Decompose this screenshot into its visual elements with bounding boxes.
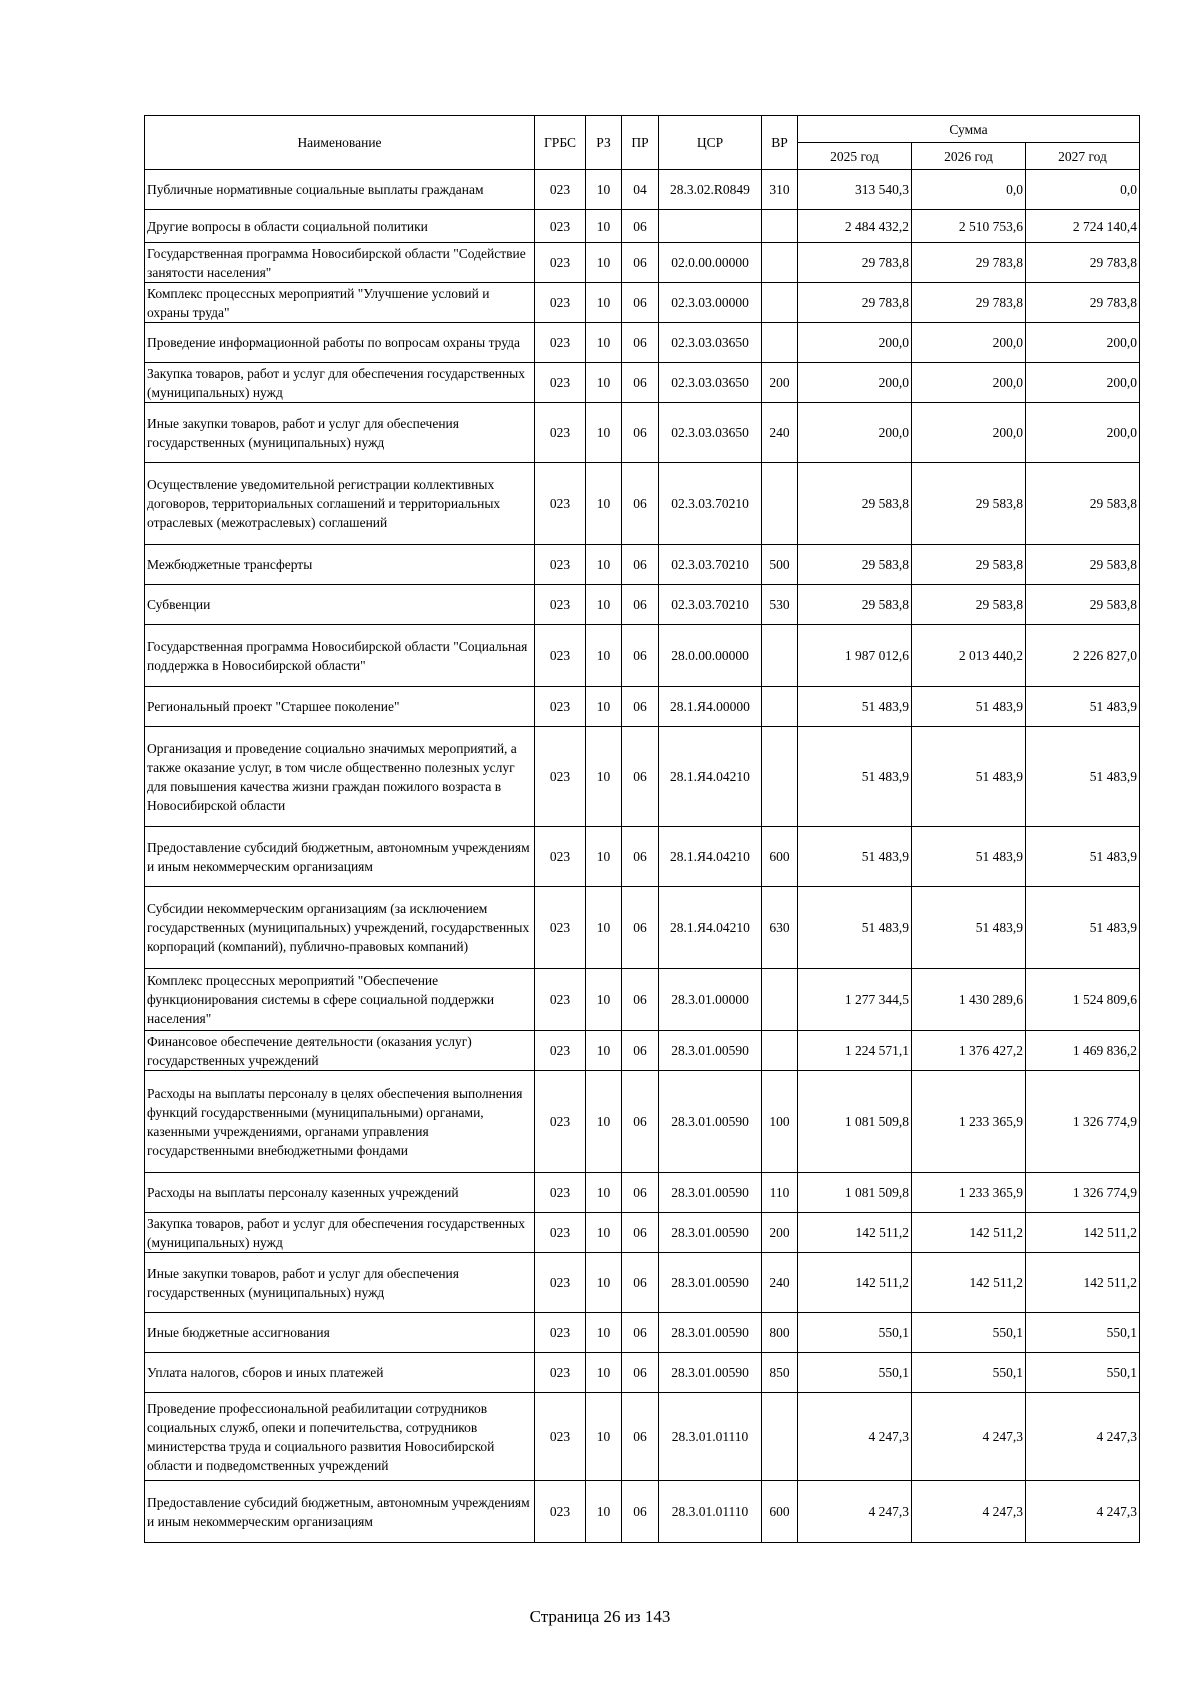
cell-rz: 10 (586, 210, 622, 243)
cell-grbs: 023 (535, 363, 586, 403)
cell-y2027: 29 783,8 (1026, 283, 1140, 323)
cell-y2027: 200,0 (1026, 403, 1140, 463)
cell-y2026: 1 430 289,6 (912, 969, 1026, 1031)
cell-csr: 02.3.03.03650 (659, 323, 762, 363)
cell-name: Проведение информационной работы по вопросам охраны труда (145, 323, 535, 363)
header-grbs: ГРБС (535, 116, 586, 170)
budget-table (144, 115, 1140, 1543)
cell-y2027: 51 483,9 (1026, 727, 1140, 827)
cell-y2027: 1 469 836,2 (1026, 1031, 1140, 1071)
cell-rz: 10 (586, 545, 622, 585)
cell-rz: 10 (586, 1393, 622, 1481)
cell-y2026: 51 483,9 (912, 887, 1026, 969)
cell-y2026: 200,0 (912, 363, 1026, 403)
cell-pr: 06 (622, 323, 659, 363)
table-row (145, 687, 1140, 727)
cell-y2027: 550,1 (1026, 1353, 1140, 1393)
cell-y2026: 51 483,9 (912, 687, 1026, 727)
cell-y2026: 29 583,8 (912, 545, 1026, 585)
cell-pr: 06 (622, 1393, 659, 1481)
cell-y2026: 142 511,2 (912, 1253, 1026, 1313)
cell-y2027: 51 483,9 (1026, 687, 1140, 727)
cell-grbs: 023 (535, 727, 586, 827)
cell-vr (762, 727, 798, 827)
cell-y2026: 550,1 (912, 1353, 1026, 1393)
cell-csr: 02.3.03.70210 (659, 545, 762, 585)
cell-grbs: 023 (535, 687, 586, 727)
cell-name: Расходы на выплаты персоналу в целях обеспечения выполнения функций государственными (муниципальными) органами, казенными учреждениями, органами управления государственными внебюджетными фондами (145, 1071, 535, 1173)
cell-csr: 28.1.Я4.00000 (659, 687, 762, 727)
cell-pr: 06 (622, 363, 659, 403)
header-rz: РЗ (586, 116, 622, 170)
cell-vr: 200 (762, 1213, 798, 1253)
cell-y2027: 550,1 (1026, 1313, 1140, 1353)
cell-csr: 28.3.01.00590 (659, 1173, 762, 1213)
cell-y2027: 4 247,3 (1026, 1393, 1140, 1481)
cell-grbs: 023 (535, 283, 586, 323)
cell-grbs: 023 (535, 323, 586, 363)
cell-name: Финансовое обеспечение деятельности (оказания услуг) государственных учреждений (145, 1031, 535, 1071)
cell-y2025: 4 247,3 (798, 1481, 912, 1543)
cell-y2026: 29 783,8 (912, 283, 1026, 323)
cell-rz: 10 (586, 969, 622, 1031)
table-header (145, 116, 1140, 170)
table-row (145, 1481, 1140, 1543)
cell-vr: 200 (762, 363, 798, 403)
cell-csr: 28.3.01.00590 (659, 1071, 762, 1173)
table-row (145, 1353, 1140, 1393)
cell-grbs: 023 (535, 170, 586, 210)
cell-y2026: 0,0 (912, 170, 1026, 210)
cell-rz: 10 (586, 1353, 622, 1393)
cell-csr: 28.3.01.00590 (659, 1353, 762, 1393)
cell-vr (762, 463, 798, 545)
table-body (145, 170, 1140, 1543)
cell-name: Иные закупки товаров, работ и услуг для обеспечения государственных (муниципальных) нужд (145, 1253, 535, 1313)
cell-grbs: 023 (535, 1393, 586, 1481)
table-row (145, 727, 1140, 827)
cell-y2027: 29 583,8 (1026, 585, 1140, 625)
cell-rz: 10 (586, 687, 622, 727)
table-row (145, 887, 1140, 969)
cell-rz: 10 (586, 727, 622, 827)
cell-pr: 06 (622, 887, 659, 969)
cell-y2025: 29 583,8 (798, 545, 912, 585)
cell-grbs: 023 (535, 1173, 586, 1213)
table-row (145, 170, 1140, 210)
cell-y2027: 1 524 809,6 (1026, 969, 1140, 1031)
cell-name: Комплекс процессных мероприятий "Обеспечение функционирования системы в сфере социальной поддержки населения" (145, 969, 535, 1031)
cell-grbs: 023 (535, 1071, 586, 1173)
cell-name: Закупка товаров, работ и услуг для обеспечения государственных (муниципальных) нужд (145, 363, 535, 403)
cell-name: Иные закупки товаров, работ и услуг для обеспечения государственных (муниципальных) нужд (145, 403, 535, 463)
cell-grbs: 023 (535, 1253, 586, 1313)
cell-vr (762, 210, 798, 243)
cell-pr: 06 (622, 1481, 659, 1543)
table-row (145, 827, 1140, 887)
cell-rz: 10 (586, 625, 622, 687)
cell-rz: 10 (586, 887, 622, 969)
cell-y2026: 4 247,3 (912, 1393, 1026, 1481)
cell-pr: 06 (622, 403, 659, 463)
cell-vr: 500 (762, 545, 798, 585)
cell-name: Государственная программа Новосибирской области "Содействие занятости населения" (145, 243, 535, 283)
cell-y2025: 51 483,9 (798, 827, 912, 887)
cell-vr: 100 (762, 1071, 798, 1173)
cell-csr (659, 210, 762, 243)
cell-pr: 06 (622, 1313, 659, 1353)
cell-grbs: 023 (535, 1481, 586, 1543)
table-row (145, 403, 1140, 463)
cell-name: Государственная программа Новосибирской области "Социальная поддержка в Новосибирской области" (145, 625, 535, 687)
table-row (145, 969, 1140, 1031)
header-name: Наименование (145, 116, 535, 170)
cell-y2026: 29 583,8 (912, 463, 1026, 545)
cell-y2027: 142 511,2 (1026, 1253, 1140, 1313)
cell-y2025: 51 483,9 (798, 727, 912, 827)
cell-y2025: 142 511,2 (798, 1213, 912, 1253)
cell-name: Проведение профессиональной реабилитации сотрудников социальных служб, опеки и попечительства, сотрудников министерства труда и социального развития Новосибирской области и подведомственных учреждений (145, 1393, 535, 1481)
cell-y2025: 29 783,8 (798, 283, 912, 323)
cell-grbs: 023 (535, 887, 586, 969)
cell-grbs: 023 (535, 463, 586, 545)
cell-pr: 06 (622, 727, 659, 827)
cell-vr: 630 (762, 887, 798, 969)
cell-pr: 06 (622, 1173, 659, 1213)
cell-grbs: 023 (535, 243, 586, 283)
cell-csr: 28.1.Я4.04210 (659, 887, 762, 969)
cell-name: Предоставление субсидий бюджетным, автономным учреждениям и иным некоммерческим организациям (145, 827, 535, 887)
cell-rz: 10 (586, 283, 622, 323)
cell-y2025: 550,1 (798, 1353, 912, 1393)
cell-y2026: 1 376 427,2 (912, 1031, 1026, 1071)
cell-name: Субвенции (145, 585, 535, 625)
cell-grbs: 023 (535, 625, 586, 687)
cell-csr: 28.3.01.00000 (659, 969, 762, 1031)
cell-y2027: 29 783,8 (1026, 243, 1140, 283)
header-year-2025: 2025 год (798, 143, 912, 170)
cell-name: Другие вопросы в области социальной политики (145, 210, 535, 243)
header-csr: ЦСР (659, 116, 762, 170)
page-number: Страница 26 из 143 (529, 1607, 671, 1626)
cell-y2025: 1 277 344,5 (798, 969, 912, 1031)
cell-y2027: 142 511,2 (1026, 1213, 1140, 1253)
cell-rz: 10 (586, 170, 622, 210)
cell-vr (762, 687, 798, 727)
cell-csr: 28.3.01.01110 (659, 1393, 762, 1481)
cell-y2027: 200,0 (1026, 323, 1140, 363)
cell-y2025: 29 583,8 (798, 585, 912, 625)
cell-csr: 02.3.03.00000 (659, 283, 762, 323)
table-row (145, 625, 1140, 687)
cell-y2027: 1 326 774,9 (1026, 1071, 1140, 1173)
cell-vr: 310 (762, 170, 798, 210)
cell-vr: 240 (762, 1253, 798, 1313)
cell-vr: 800 (762, 1313, 798, 1353)
cell-y2025: 51 483,9 (798, 687, 912, 727)
cell-y2026: 4 247,3 (912, 1481, 1026, 1543)
cell-vr: 600 (762, 827, 798, 887)
table-row (145, 283, 1140, 323)
cell-pr: 06 (622, 1353, 659, 1393)
cell-y2027: 1 326 774,9 (1026, 1173, 1140, 1213)
cell-rz: 10 (586, 827, 622, 887)
cell-y2026: 29 583,8 (912, 585, 1026, 625)
cell-rz: 10 (586, 363, 622, 403)
cell-csr: 28.3.02.R0849 (659, 170, 762, 210)
cell-y2025: 2 484 432,2 (798, 210, 912, 243)
table-row (145, 1253, 1140, 1313)
cell-y2027: 4 247,3 (1026, 1481, 1140, 1543)
cell-csr: 02.3.03.03650 (659, 363, 762, 403)
cell-vr (762, 283, 798, 323)
cell-name: Расходы на выплаты персоналу казенных учреждений (145, 1173, 535, 1213)
cell-vr: 600 (762, 1481, 798, 1543)
cell-pr: 06 (622, 283, 659, 323)
cell-y2025: 1 987 012,6 (798, 625, 912, 687)
cell-rz: 10 (586, 1481, 622, 1543)
cell-y2027: 29 583,8 (1026, 463, 1140, 545)
cell-rz: 10 (586, 243, 622, 283)
cell-grbs: 023 (535, 210, 586, 243)
cell-vr (762, 969, 798, 1031)
cell-rz: 10 (586, 1031, 622, 1071)
cell-vr (762, 323, 798, 363)
cell-grbs: 023 (535, 827, 586, 887)
cell-y2025: 51 483,9 (798, 887, 912, 969)
cell-pr: 04 (622, 170, 659, 210)
header-sum: Сумма (798, 116, 1140, 143)
table-row (145, 1213, 1140, 1253)
cell-y2025: 4 247,3 (798, 1393, 912, 1481)
cell-y2025: 200,0 (798, 403, 912, 463)
table-row (145, 463, 1140, 545)
cell-y2026: 200,0 (912, 403, 1026, 463)
cell-pr: 06 (622, 687, 659, 727)
cell-csr: 02.0.00.00000 (659, 243, 762, 283)
cell-pr: 06 (622, 1213, 659, 1253)
cell-y2026: 2 510 753,6 (912, 210, 1026, 243)
cell-y2026: 1 233 365,9 (912, 1071, 1026, 1173)
cell-csr: 02.3.03.70210 (659, 585, 762, 625)
cell-rz: 10 (586, 1071, 622, 1173)
cell-name: Предоставление субсидий бюджетным, автономным учреждениям и иным некоммерческим организациям (145, 1481, 535, 1543)
cell-grbs: 023 (535, 969, 586, 1031)
cell-vr (762, 1393, 798, 1481)
cell-y2027: 2 724 140,4 (1026, 210, 1140, 243)
header-pr: ПР (622, 116, 659, 170)
cell-csr: 28.1.Я4.04210 (659, 827, 762, 887)
cell-y2026: 1 233 365,9 (912, 1173, 1026, 1213)
cell-csr: 28.3.01.00590 (659, 1313, 762, 1353)
cell-pr: 06 (622, 1071, 659, 1173)
cell-grbs: 023 (535, 1313, 586, 1353)
cell-csr: 28.3.01.01110 (659, 1481, 762, 1543)
cell-name: Закупка товаров, работ и услуг для обеспечения государственных (муниципальных) нужд (145, 1213, 535, 1253)
cell-y2025: 313 540,3 (798, 170, 912, 210)
cell-vr (762, 1031, 798, 1071)
cell-name: Субсидии некоммерческим организациям (за исключением государственных (муниципальных) учреждений, государственных корпораций (компаний), публично-правовых компаний) (145, 887, 535, 969)
cell-y2025: 200,0 (798, 323, 912, 363)
table-row (145, 1393, 1140, 1481)
cell-name: Уплата налогов, сборов и иных платежей (145, 1353, 535, 1393)
header-year-2026: 2026 год (912, 143, 1026, 170)
table-row (145, 1313, 1140, 1353)
table-row (145, 1173, 1140, 1213)
table-row (145, 545, 1140, 585)
cell-pr: 06 (622, 585, 659, 625)
table-row (145, 585, 1140, 625)
cell-name: Межбюджетные трансферты (145, 545, 535, 585)
cell-pr: 06 (622, 545, 659, 585)
cell-pr: 06 (622, 463, 659, 545)
cell-y2026: 2 013 440,2 (912, 625, 1026, 687)
cell-rz: 10 (586, 403, 622, 463)
table-row (145, 243, 1140, 283)
cell-y2027: 200,0 (1026, 363, 1140, 403)
cell-name: Комплекс процессных мероприятий "Улучшение условий и охраны труда" (145, 283, 535, 323)
cell-grbs: 023 (535, 403, 586, 463)
cell-csr: 28.1.Я4.04210 (659, 727, 762, 827)
table-row (145, 1071, 1140, 1173)
cell-vr (762, 243, 798, 283)
cell-rz: 10 (586, 1253, 622, 1313)
cell-y2025: 1 224 571,1 (798, 1031, 912, 1071)
cell-y2026: 200,0 (912, 323, 1026, 363)
cell-y2025: 142 511,2 (798, 1253, 912, 1313)
cell-name: Региональный проект "Старшее поколение" (145, 687, 535, 727)
cell-vr: 530 (762, 585, 798, 625)
cell-name: Иные бюджетные ассигнования (145, 1313, 535, 1353)
cell-rz: 10 (586, 323, 622, 363)
cell-y2026: 51 483,9 (912, 727, 1026, 827)
cell-name: Осуществление уведомительной регистрации коллективных договоров, территориальных соглашений и территориальных отраслевых (межотраслевых) соглашений (145, 463, 535, 545)
cell-rz: 10 (586, 463, 622, 545)
cell-pr: 06 (622, 243, 659, 283)
cell-grbs: 023 (535, 1213, 586, 1253)
cell-grbs: 023 (535, 1353, 586, 1393)
cell-csr: 28.3.01.00590 (659, 1213, 762, 1253)
cell-vr: 850 (762, 1353, 798, 1393)
table-row (145, 323, 1140, 363)
cell-rz: 10 (586, 585, 622, 625)
cell-pr: 06 (622, 625, 659, 687)
cell-grbs: 023 (535, 1031, 586, 1071)
cell-y2025: 29 783,8 (798, 243, 912, 283)
cell-y2026: 550,1 (912, 1313, 1026, 1353)
cell-csr: 28.3.01.00590 (659, 1031, 762, 1071)
cell-y2026: 51 483,9 (912, 827, 1026, 887)
cell-y2025: 200,0 (798, 363, 912, 403)
header-year-2027: 2027 год (1026, 143, 1140, 170)
cell-pr: 06 (622, 969, 659, 1031)
cell-rz: 10 (586, 1213, 622, 1253)
cell-vr (762, 625, 798, 687)
cell-y2025: 1 081 509,8 (798, 1173, 912, 1213)
cell-name: Публичные нормативные социальные выплаты гражданам (145, 170, 535, 210)
table-row (145, 210, 1140, 243)
cell-pr: 06 (622, 1031, 659, 1071)
cell-grbs: 023 (535, 585, 586, 625)
cell-name: Организация и проведение социально значимых мероприятий, а также оказание услуг, в том числе общественно полезных услуг для повышения качества жизни граждан пожилого возраста в Новосибирской области (145, 727, 535, 827)
table-row (145, 1031, 1140, 1071)
cell-pr: 06 (622, 1253, 659, 1313)
cell-y2025: 1 081 509,8 (798, 1071, 912, 1173)
cell-csr: 02.3.03.03650 (659, 403, 762, 463)
cell-y2027: 29 583,8 (1026, 545, 1140, 585)
cell-y2026: 142 511,2 (912, 1213, 1026, 1253)
cell-y2027: 51 483,9 (1026, 887, 1140, 969)
cell-rz: 10 (586, 1313, 622, 1353)
cell-y2027: 2 226 827,0 (1026, 625, 1140, 687)
cell-y2026: 29 783,8 (912, 243, 1026, 283)
cell-y2025: 550,1 (798, 1313, 912, 1353)
table-row (145, 363, 1140, 403)
cell-csr: 02.3.03.70210 (659, 463, 762, 545)
header-vr: ВР (762, 116, 798, 170)
cell-y2027: 51 483,9 (1026, 827, 1140, 887)
cell-pr: 06 (622, 210, 659, 243)
cell-y2025: 29 583,8 (798, 463, 912, 545)
cell-grbs: 023 (535, 545, 586, 585)
cell-rz: 10 (586, 1173, 622, 1213)
cell-vr: 110 (762, 1173, 798, 1213)
cell-pr: 06 (622, 827, 659, 887)
cell-csr: 28.0.00.00000 (659, 625, 762, 687)
cell-y2027: 0,0 (1026, 170, 1140, 210)
cell-vr: 240 (762, 403, 798, 463)
cell-csr: 28.3.01.00590 (659, 1253, 762, 1313)
